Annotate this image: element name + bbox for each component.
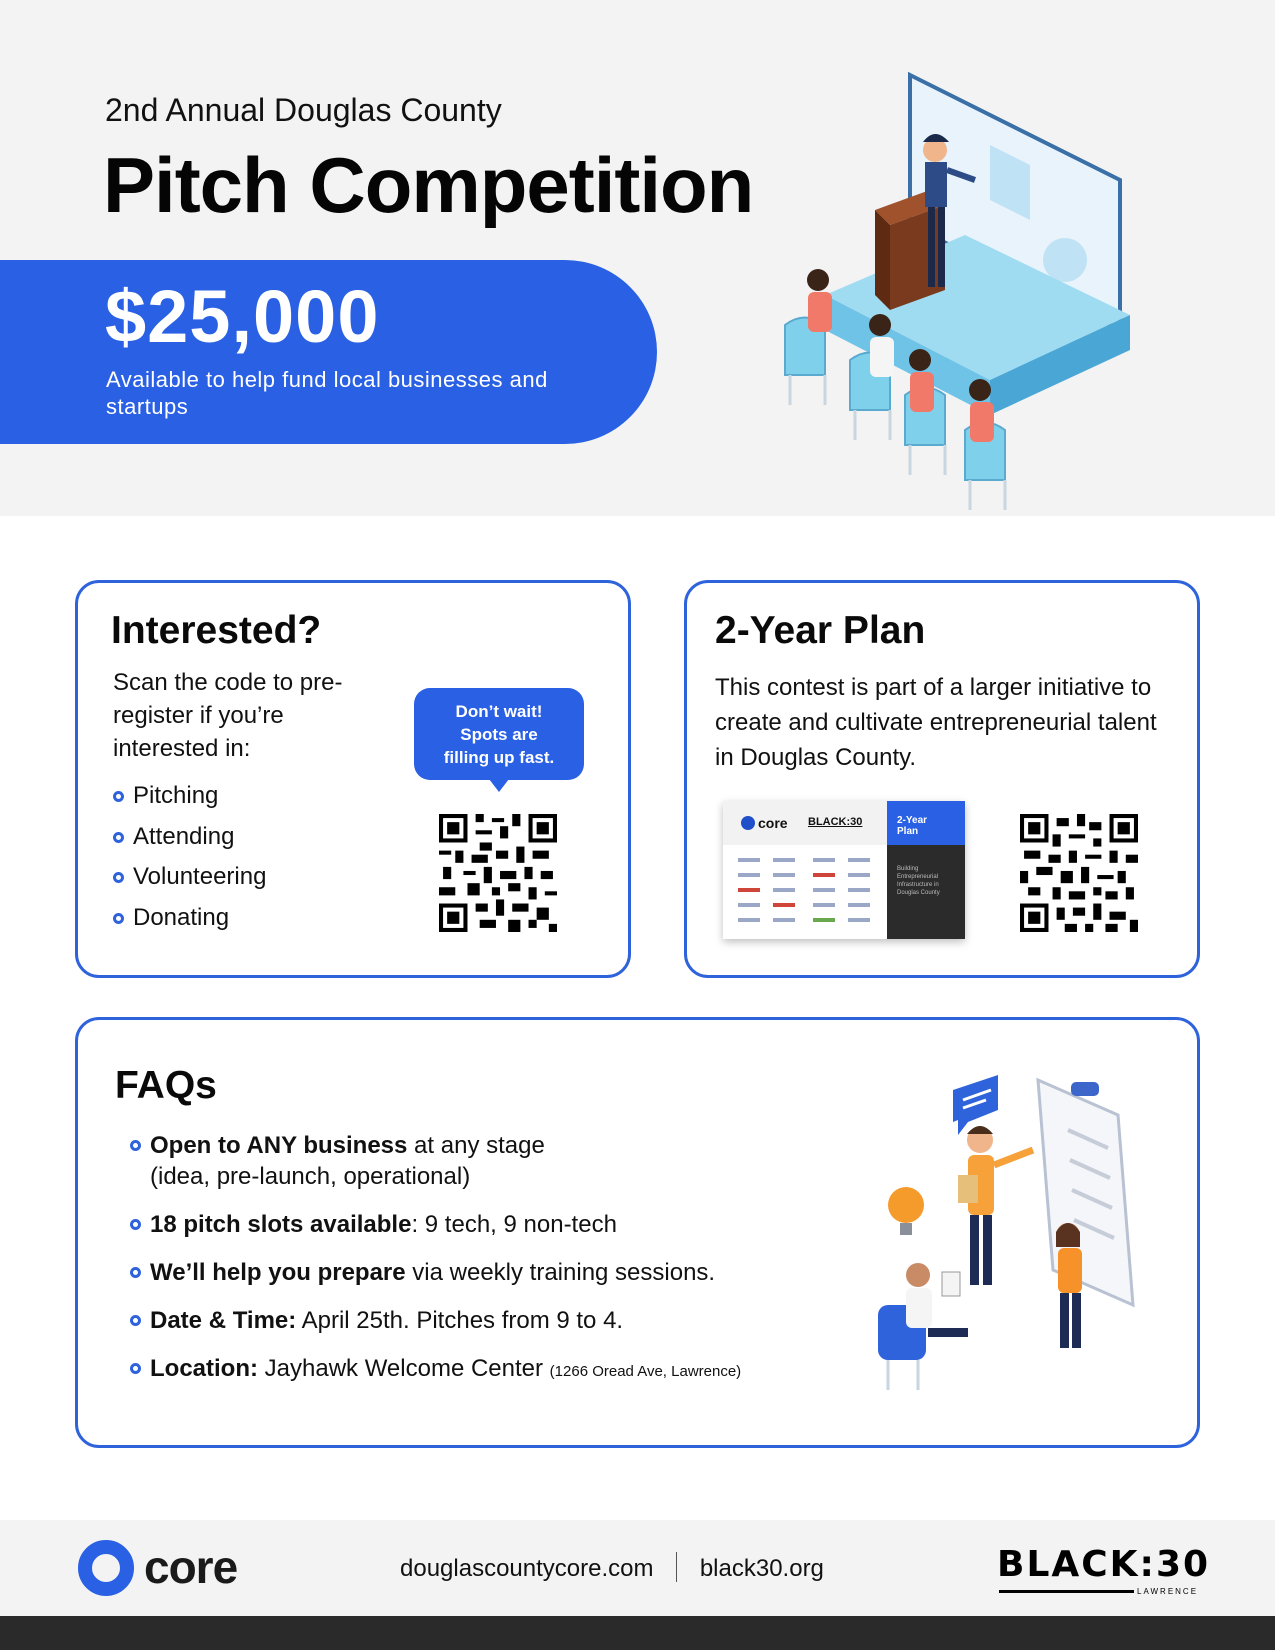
bullet-icon: [113, 791, 124, 802]
list-item: Location: Jayhawk Welcome Center (1266 Oread Ave, Lawrence): [130, 1353, 741, 1401]
interested-heading: Interested?: [111, 609, 322, 652]
bullet-icon: [130, 1267, 141, 1278]
event-subtitle: 2nd Annual Douglas County: [105, 92, 502, 128]
prize-description: Available to help fund local businesses and startups: [106, 367, 548, 419]
presentation-illustration: [780, 70, 1200, 550]
footer-links: [400, 1552, 824, 1583]
footer: [0, 1520, 1275, 1616]
core-circle-icon: [78, 1540, 134, 1596]
divider: [676, 1552, 677, 1582]
core-website-link[interactable]: douglascountycore.com: [400, 1555, 654, 1582]
list-item: 18 pitch slots available: 9 tech, 9 non-tech: [130, 1209, 741, 1257]
hero-section: [0, 0, 1275, 516]
plan-heading: 2-Year Plan: [715, 609, 926, 652]
list-item: Pitching: [113, 781, 266, 822]
bottom-texture-strip: [0, 1616, 1275, 1650]
plan-document-thumbnail[interactable]: [723, 801, 965, 939]
callout-bubble: Don’t wait! Spots are filling up fast.: [414, 688, 584, 780]
plan-card: [684, 580, 1200, 978]
black30-website-link[interactable]: black30.org: [699, 1555, 824, 1582]
bullet-icon: [130, 1363, 141, 1374]
black30-logo: BLACK:30 LAWRENCE: [997, 1544, 1211, 1596]
plan-description: This contest is part of a larger initiative to create and cultivate entrepreneurial talent in Douglas County.: [715, 674, 1157, 771]
faq-card: [75, 1017, 1200, 1448]
bullet-icon: [130, 1219, 141, 1230]
faq-heading: FAQs: [115, 1064, 217, 1107]
partner-logos-grid: [733, 853, 883, 933]
list-item: We’ll help you prepare via weekly training sessions.: [130, 1257, 741, 1305]
list-item: Date & Time: April 25th. Pitches from 9 to 4.: [130, 1305, 741, 1353]
interest-list: [113, 781, 266, 943]
bullet-icon: [130, 1315, 141, 1326]
prize-banner: [0, 260, 657, 444]
prize-amount: $25,000: [105, 275, 380, 358]
register-qr-code[interactable]: [439, 814, 557, 932]
teamwork-illustration: [858, 1060, 1178, 1430]
faq-list: [130, 1130, 741, 1401]
bullet-icon: [130, 1140, 141, 1151]
event-title: Pitch Competition: [103, 141, 754, 229]
bullet-icon: [113, 872, 124, 883]
list-item: Open to ANY business at any stage (idea, pre-launch, operational): [130, 1130, 741, 1209]
black30-mini-logo: BLACK:30: [808, 816, 863, 828]
list-item: Donating: [113, 903, 266, 944]
interested-intro: Scan the code to pre-register if you’re interested in:: [113, 669, 343, 762]
interested-card: [75, 580, 631, 978]
list-item: Volunteering: [113, 862, 266, 903]
core-logo: core: [78, 1540, 278, 1596]
plan-tag: 2-Year Plan: [887, 801, 965, 845]
core-mini-logo: core: [741, 815, 788, 831]
plan-qr-code[interactable]: [1020, 814, 1138, 932]
bullet-icon: [113, 832, 124, 843]
bullet-icon: [113, 913, 124, 924]
plan-thumb-subtitle: Building Entrepreneurial Infrastructure in Douglas County: [897, 866, 940, 896]
list-item: Attending: [113, 822, 266, 863]
